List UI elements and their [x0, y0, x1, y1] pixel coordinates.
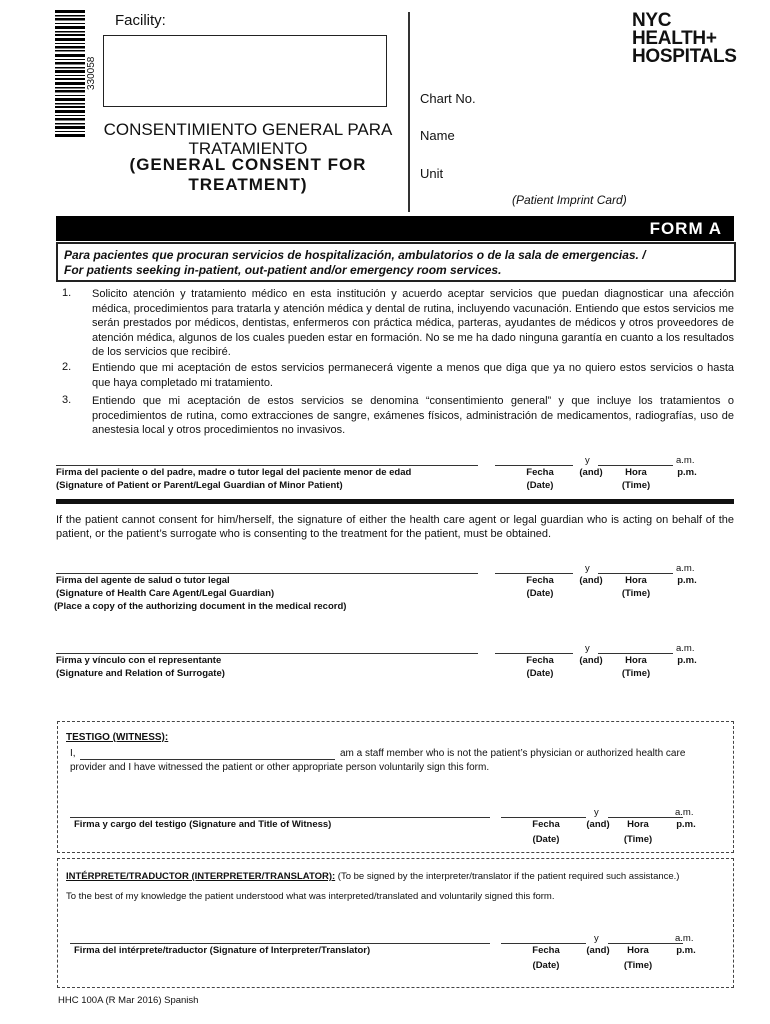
witness-name-line[interactable] [80, 759, 335, 760]
patient-date-line[interactable] [495, 465, 573, 466]
dt-date: (Date) [532, 834, 560, 845]
dt-fecha: Fecha [526, 575, 554, 586]
patient-signature-label-es: Firma del paciente o del padre, madre o tutor legal del paciente menor de edad [56, 467, 412, 478]
interpreter-text: To the best of my knowledge the patient understood what was interpreted/translated and voluntarily signed this form. [66, 891, 555, 902]
surrogate-date-line[interactable] [495, 653, 573, 654]
interpreter-date-line[interactable] [501, 943, 586, 944]
interpreter-title-rest: (To be signed by the interpreter/translator if the patient required such assistance.) [335, 871, 680, 882]
form-label: FORM A [649, 219, 722, 238]
dt-pm: p.m. [676, 819, 696, 830]
item-text: Solicito atención y tratamiento médico en esta institución y acuerdo aceptar servicios que puedan diagnosticar una afección médica, procedimientos para tratarla y atención médica y dental de rutina, incluyendo vacunación. Entiendo que estos servicios me serán prestados por médicos, dentistas, enfermeros con práctica médica, parteras, ayudantes de médicos y otros proveedores de atención médica, algunos de los cuales pueden estar en formación. No se me ha dado ninguna garantía en cuanto a los resultados de los servicios que recibiré. [92, 288, 734, 358]
dt-date: (Date) [526, 668, 554, 679]
dt-pm: p.m. [677, 575, 697, 586]
agent-time-line[interactable] [598, 573, 673, 574]
title-es-line2: TRATAMIENTO [188, 139, 308, 158]
title-english [98, 155, 398, 195]
dt-fecha: Fecha [526, 467, 554, 478]
name-label: Name [420, 128, 455, 143]
dt-hora: Hora [627, 945, 649, 956]
dt-date: (Date) [526, 480, 554, 491]
dt-hora: Hora [625, 655, 647, 666]
interpreter-time-line[interactable] [608, 943, 683, 944]
agent-date-line[interactable] [495, 573, 573, 574]
dt-y: y [585, 455, 590, 466]
agent-signature-label-en: (Signature of Health Care Agent/Legal Guardian) [56, 588, 275, 599]
interpreter-signature-label: Firma del intérprete/traductor (Signature of Interpreter/Translator) [74, 945, 371, 956]
patient-time-line[interactable] [598, 465, 673, 466]
item-number: 2. [62, 361, 72, 373]
title-en-line1: (GENERAL CONSENT FOR [129, 155, 367, 174]
patient-signature-line[interactable] [56, 465, 478, 466]
witness-i: I, [70, 748, 76, 759]
form-label-bar [56, 216, 734, 241]
dt-fecha: Fecha [526, 655, 554, 666]
witness-text1: am a staff member who is not the patient’s physician or authorized health care [340, 748, 686, 759]
dt-and: (and) [579, 575, 603, 586]
agent-signature-note: (Place a copy of the authorizing document in the medical record) [54, 601, 347, 612]
facility-field[interactable] [103, 35, 387, 107]
title-en-line2: TREATMENT) [188, 175, 308, 194]
witness-date-line[interactable] [501, 817, 586, 818]
witness-title: TESTIGO (WITNESS): [66, 732, 169, 743]
dt-time: (Time) [623, 834, 653, 845]
witness-box [57, 721, 734, 853]
logo-line3: HOSPITALS [632, 46, 737, 67]
dt-am: a.m. [676, 643, 695, 654]
dt-fecha: Fecha [532, 945, 560, 956]
dt-time: (Time) [621, 588, 651, 599]
dt-pm: p.m. [677, 467, 697, 478]
intro-line-es: Para pacientes que procuran servicios de hospitalización, ambulatorios o de la sala de emergencias. / [64, 248, 646, 262]
patient-signature-label-en: (Signature of Patient or Parent/Legal Guardian of Minor Patient) [56, 480, 343, 491]
dt-am: a.m. [676, 563, 695, 574]
dt-hora: Hora [627, 819, 649, 830]
interpreter-title: INTÉRPRETE/TRADUCTOR (INTERPRETER/TRANSLATOR): [66, 871, 336, 882]
dt-y: y [585, 643, 590, 654]
agent-signature-line[interactable] [56, 573, 478, 574]
logo-line1: NYC [632, 10, 672, 31]
interpreter-heading [66, 871, 679, 882]
dt-and: (and) [579, 467, 603, 478]
interpreter-signature-line[interactable] [70, 943, 490, 944]
agent-signature-label-es: Firma del agente de salud o tutor legal [56, 575, 230, 586]
header-divider [408, 12, 410, 212]
witness-text2: provider and I have witnessed the patient or other appropriate person voluntarily sign this form. [70, 762, 490, 773]
dt-fecha: Fecha [532, 819, 560, 830]
item-number: 3. [62, 394, 72, 406]
dt-time: (Time) [623, 960, 653, 971]
surrogate-signature-label-es: Firma y vínculo con el representante [56, 655, 222, 666]
dt-am: a.m. [675, 933, 694, 944]
dt-y: y [594, 933, 599, 944]
interpreter-box [57, 858, 734, 988]
logo-line2: HEALTH+ [632, 28, 717, 49]
cannot-consent-text: If the patient cannot consent for him/herself, the signature of either the health care agent or legal guardian who is acting on behalf of the patient, or the patient’s surrogate who is consenting to the treatment for the patient, must be obtained. [56, 514, 734, 540]
nyc-health-hospitals-logo [632, 12, 737, 66]
imprint-caption: (Patient Imprint Card) [512, 193, 627, 207]
dt-and: (and) [579, 655, 603, 666]
barcode-number: 330058 [86, 56, 97, 90]
unit-label: Unit [420, 166, 444, 181]
barcode-bars [55, 10, 85, 138]
footer-form-code: HHC 100A (R Mar 2016) Spanish [58, 995, 199, 1006]
title-spanish [98, 120, 398, 158]
surrogate-signature-line[interactable] [56, 653, 478, 654]
witness-signature-label: Firma y cargo del testigo (Signature and Title of Witness) [74, 819, 332, 830]
dt-pm: p.m. [677, 655, 697, 666]
dt-and: (and) [586, 945, 610, 956]
dt-time: (Time) [621, 668, 651, 679]
item-number: 1. [62, 287, 72, 299]
dt-date: (Date) [526, 588, 554, 599]
intro-line-en: For patients seeking in-patient, out-patient and/or emergency room services. [64, 263, 502, 277]
dt-time: (Time) [621, 480, 651, 491]
witness-time-line[interactable] [608, 817, 683, 818]
dt-and: (and) [586, 819, 610, 830]
dt-hora: Hora [625, 575, 647, 586]
dt-pm: p.m. [676, 945, 696, 956]
dt-y: y [594, 807, 599, 818]
surrogate-signature-label-en: (Signature and Relation of Surrogate) [56, 668, 225, 679]
section-divider [56, 499, 734, 504]
item-text: Entiendo que mi aceptación de estos servicios se denomina “consentimiento general” y que incluye los tratamientos o procedimientos de rutina, como extracciones de sangre, exámenes físicos, administración de medicamentos, radiografías, uso de anestesia local y otros procedimientos no invasivos. [92, 395, 734, 436]
chart-no-label: Chart No. [420, 91, 476, 106]
surrogate-time-line[interactable] [598, 653, 673, 654]
dt-am: a.m. [675, 807, 694, 818]
dt-date: (Date) [532, 960, 560, 971]
facility-label: Facility: [115, 12, 166, 29]
dt-am: a.m. [676, 455, 695, 466]
dt-hora: Hora [625, 467, 647, 478]
witness-signature-line[interactable] [70, 817, 490, 818]
title-es-line1: CONSENTIMIENTO GENERAL PARA [103, 120, 393, 139]
dt-y: y [585, 563, 590, 574]
intro-box [56, 242, 736, 282]
item-text: Entiendo que mi aceptación de estos servicios permanecerá vigente a menos que diga que ya no quiero estos servicios o hasta que haya completado mi tratamiento. [92, 362, 734, 389]
